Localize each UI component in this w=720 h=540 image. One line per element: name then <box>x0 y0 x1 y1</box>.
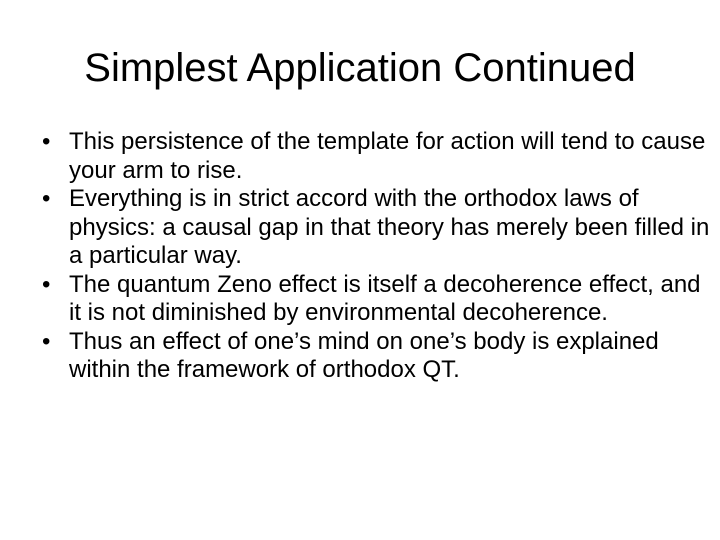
bullet-text: Thus an effect of one’s mind on one’s body is explained within the framework of orthodox QT. <box>69 327 659 383</box>
slide-title: Simplest Application Continued <box>84 46 636 90</box>
bullet-list <box>36 128 716 385</box>
bullet-dot-icon: • <box>42 270 51 298</box>
bullet-item <box>36 185 716 271</box>
bullet-text: This persistence of the template for action will tend to cause your arm to rise. <box>69 128 706 184</box>
bullet-item <box>36 128 716 185</box>
bullet-item <box>36 271 716 328</box>
bullet-item <box>36 328 716 385</box>
bullet-dot-icon: • <box>42 185 51 212</box>
bullet-text: The quantum Zeno effect is itself a decoherence effect, and it is not diminished by environmental decoherence. <box>69 270 701 326</box>
bullet-dot-icon: • <box>42 327 51 355</box>
bullet-text: Everything is in strict accord with the orthodox laws of physics: a causal gap in that theory has merely been filled in a particular way. <box>69 185 710 269</box>
bullet-dot-icon: • <box>42 128 51 155</box>
